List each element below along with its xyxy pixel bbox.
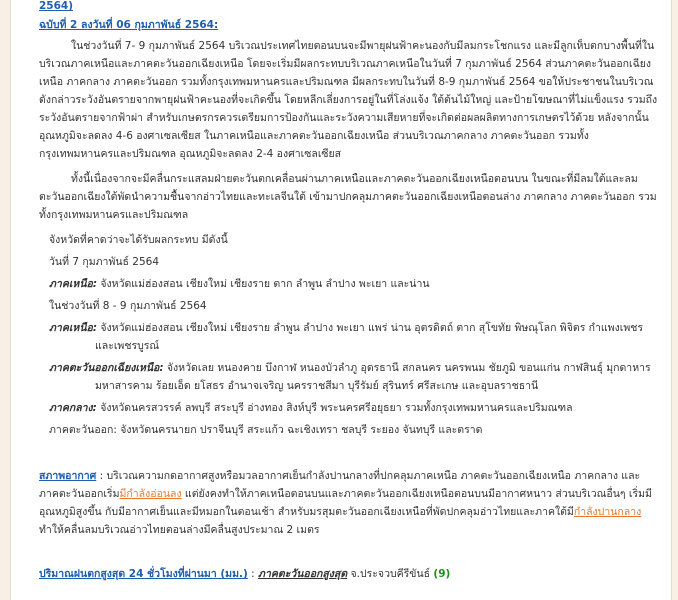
- north-label: ภาคเหนือ:: [49, 322, 98, 334]
- central-region: [39, 399, 659, 417]
- max-rainfall-line: [39, 565, 659, 583]
- page: [10, 0, 672, 600]
- northeast-provinces: จังหวัดเลย หนองคาย บึงกาฬ หนองบัวลำภู อุดรธานี สกลนคร นครพนม ชัยภูมิ ขอนแก่น กาฬสินธุ์ มุกดาหาร มหาสารคาม ร้อยเอ็ด ยโสธร อำนาจเจริญ นครราชสีมา บุรีรัมย์ สุรินทร์ ศรีสะเกษ และอุบลราชธานี: [95, 362, 651, 392]
- east-region: ภาคตะวันออก: จังหวัดนครนายก ปราจีนบุรี สระแก้ว ฉะเชิงเทรา ชลบุรี ระยอง จันทบุรี และตราด: [49, 424, 483, 436]
- max-rainfall-link[interactable]: ปริมาณฝนตกสูงสุด 24 ชั่วโมงที่ผ่านมา (มม.): [39, 568, 248, 580]
- north-provinces: จังหวัดแม่ฮ่องสอน เชียงใหม่ เชียงราย ตาก ลำพูน ลำปาง พะเยา และน่าน: [97, 278, 430, 290]
- weather-highlight-weakening[interactable]: มีกำลังอ่อนลง: [119, 488, 182, 500]
- weather-link[interactable]: สภาพอากาศ: [39, 470, 97, 482]
- weather-text-a: : บริเวณความกดอากาศสูงหรือมวลอากาศเย็นกำลังปานกลางที่ปกคลุมภาคเหนือ ภาคตะวันออกเฉียงเหนือ ภาคกลาง และภาคตะวันออกเริ่ม: [39, 470, 641, 500]
- north-label: ภาคเหนือ:: [49, 278, 98, 290]
- north-region-day2: [39, 319, 659, 355]
- rain-amount: (9): [433, 568, 451, 580]
- date-8-9-feb: ในช่วงวันที่ 8 - 9 กุมภาพันธ์ 2564: [49, 300, 207, 312]
- article-content: [39, 0, 659, 583]
- announcement-paragraph-1: ในช่วงวันที่ 7- 9 กุมภาพันธ์ 2564 บริเวณประเทศไทยตอนบนจะมีพายุฝนฟ้าคะนองกับมีลมกระโชกแรง และมีลูกเห็บตกบางพื้นที่ในบริเวณภาคเหนือและภาคตะวันออกเฉียงเหนือ โดยจะเริ่มมีผลกระทบบริเวณภาคเหนือในวันที่ 7 กุมภาพันธ์ 2564 ส่วนภาคตะวันออกเฉียงเหนือ ภาคกลาง ภาคตะวันออก รวมทั้งกรุงเทพมหานครและปริมณฑล มีผลกระทบในวันที่ 8-9 กุมภาพันธ์ 2564 ขอให้ประชาชนในบริเวณดังกล่าวระวังอันตรายจากพายุฝนฟ้าคะนองที่จะเกิดขึ้น โดยหลีกเลี่ยงการอยู่ในที่โล่งแจ้ง ใต้ต้นไม้ใหญ่ และป้ายโฆษณาที่ไม่แข็งแรง รวมถึงระวังอันตรายจากฟ้าผ่า สำหรับเกษตรกรควรเตรียมการป้องกันและระวังความเสียหายที่จะเกิดต่อผลผลิตทางการเกษตรไว้ด้วย หลังจากนั้นอุณหภูมิจะลดลง 4-6 องศาเซลเซียส ในภาคเหนือและภาคตะวันออกเฉียงเหนือ ส่วนบริเวณภาคกลาง ภาคตะวันออก รวมทั้งกรุงเทพมหานครและปริมณฑล อุณหภูมิจะลดลง 2-4 องศาเซลเซียส: [39, 40, 658, 160]
- previous-issue-link[interactable]: 2564): [39, 0, 74, 12]
- announcement-paragraph-2: ทั้งนี้เนื่องจากจะมีคลื่นกระแสลมฝ่ายตะวันตกเคลื่อนผ่านภาคเหนือและภาคตะวันออกเฉียงเหนือตอนบน ในขณะที่มีลมใต้และลมตะวันออกเฉียงใต้พัดนำความชื้นจากอ่าวไทยและทะเลจีนใต้ เข้ามาปกคลุมภาคตะวันออกเฉียงเหนือตอนล่าง ภาคกลาง ภาคตะวันออก รวมทั้งกรุงเทพมหานครและปริมณฑล: [39, 173, 657, 221]
- issue-heading-link[interactable]: ฉบับที่ 2 ลงวันที่ 06 กุมภาพันธ์ 2564:: [39, 19, 219, 31]
- north-region-day1: [39, 275, 659, 293]
- northeast-region: [39, 359, 659, 395]
- rain-separator: :: [247, 568, 259, 580]
- central-provinces: จังหวัดนครสวรรค์ ลพบุรี สระบุรี อ่างทอง สิงห์บุรี พระนครศรีอยุธยา รวมทั้งกรุงเทพมหานครและปริมณฑล: [96, 402, 573, 414]
- weather-text-b: แต่ยังคงทำให้ภาคเหนือตอนบนและภาคตะวันออกเฉียงเหนือตอนบนมีอากาศหนาว ส่วนบริเวณอื่นๆ เริ่มมีอุณหภูมิสูงขึ้น กับมีอากาศเย็นและมีหมอกในตอนเช้า สำหรับมรสุมตะวันออกเฉียงเหนือที่พัดปกคลุมอ่าวไทยและภาคใต้มี: [39, 488, 652, 518]
- weather-summary: [39, 467, 659, 539]
- affected-provinces-intro: จังหวัดที่คาดว่าจะได้รับผลกระทบ มีดังนี้: [49, 234, 228, 246]
- weather-highlight-moderate[interactable]: กำลังปานกลาง: [573, 506, 642, 518]
- rain-region-label: ภาคตะวันออกสูงสุด: [258, 568, 348, 580]
- date-7-feb: วันที่ 7 กุมภาพันธ์ 2564: [49, 256, 160, 268]
- northeast-label: ภาคตะวันออกเฉียงเหนือ:: [49, 362, 164, 374]
- rain-province: จ.ประจวบคีรีขันธ์: [347, 568, 434, 580]
- central-label: ภาคกลาง:: [49, 402, 97, 414]
- north-provinces: จังหวัดแม่ฮ่องสอน เชียงใหม่ เชียงราย ลำพูน ลำปาง พะเยา แพร่ น่าน อุตรดิตถ์ ตาก สุโขทัย พิษณุโลก พิจิตร กำแพงเพชร และเพชรบูรณ์: [95, 322, 644, 352]
- weather-text-c: ทำให้คลื่นลมบริเวณอ่าวไทยตอนล่างมีคลื่นสูงประมาณ 2 เมตร: [39, 524, 320, 536]
